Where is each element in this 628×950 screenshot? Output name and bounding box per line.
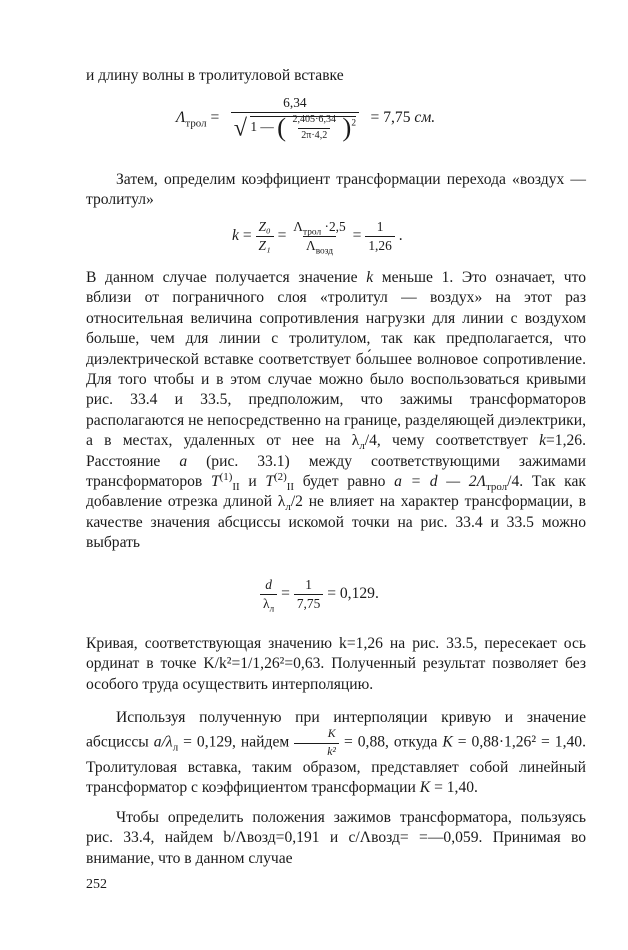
equation-wavelength: $\Lambda_{трол}$ = 6,34 √ 1 — ( $\frac{2,405\cdot 6,34}{2\pi\cdot 4,2}$ )$^2$ = 7,75 см. xyxy=(176,95,436,143)
paragraph-terminals: Чтобы определить положения зажимов трансформатора, пользуясь рис. 33.4, найдем b/Λвозд=0,191 и c/Λвозд= =—0,059. Принимая во внимание, что в данном случае xyxy=(86,809,586,867)
eq1-lambda: Λ xyxy=(176,109,186,127)
intro-line: и длину волны в тролитуловой вставке xyxy=(86,67,344,84)
paragraph-curve: Кривая, соответствующая значению k=1,26 на рис. 33.5, пересекает ось ординат в точке K/k²=1/1,26²=0,63. Полученный результат позволяет без особого труда осуществить интерполяцию. xyxy=(86,635,586,693)
paragraph-interpolation: Используя полученную при интерполяции кривую и значение абсциссы $a/\lambda_л = 0,129$, найдем $\frac{K}{\text{k²}}$ = 0,88, откуда K = 0,88·1,26² = 1,40. Тролитуловая вставка, таким образом, представляет собой линейный трансформатор с коэффициентом трансформации K = 1,40. xyxy=(86,709,586,797)
equation-ratio: $\frac{d}{\lambda_л}$ = $\frac{1}{7,75}$ = 0,129. xyxy=(260,578,379,611)
paragraph-main: В данном случае получается значение k меньше 1. Это означает, что вблизи от пограничного слоя «тролитул — воздух» на этот раз относительная величина сопротивления нагрузки для линии с воздухом больше, чем для линии с тролитулом, так как предполагается, что диэлектрической вставке соответствует бо́льшее волновое сопротивление. Для того чтобы и в этом случае можно было воспользоваться кривыми рис. 33.4 и 33.5, предположим, что зажимы трансформаторов располагаются не непосредственно на границе, разделяющей диэлектрики, а в местах, удаленных от нее на $\lambda_л/4$, чему соответствует k=1,26. Расстояние a (рис. 33.1) между соответствующими зажимами трансформаторов $T^{(1)}_{II}$ и $T^{(2)}_{II}$ будет равно a = d — $2\Lambda_{трол}/4$. Так как добавление отрезка длиной $\lambda_л/2$ не влияет на характер трансформации, в качестве значения абсциссы искомой точки на рис. 33.4 и 33.5 можно выбрать xyxy=(86,269,586,552)
page-number: 252 xyxy=(86,877,107,892)
equation-k: k = $\frac{\text{Z₀}}{\text{Z₁}}$ = $\frac{\Lambda_{трол} \cdot 2,5}{\Lambda_{возд}}$ = $\frac{1}{1,26}$ . xyxy=(232,219,403,257)
eq1-fraction: 6,34 √ 1 — ( $\frac{2,405\cdot 6,34}{2\pi\cdot 4,2}$ )$^2$ xyxy=(223,96,366,141)
sqrt-icon: √ xyxy=(233,114,247,142)
then-paragraph: Затем, определим коэффициент трансформации перехода «воздух — тролитул» xyxy=(86,171,586,209)
